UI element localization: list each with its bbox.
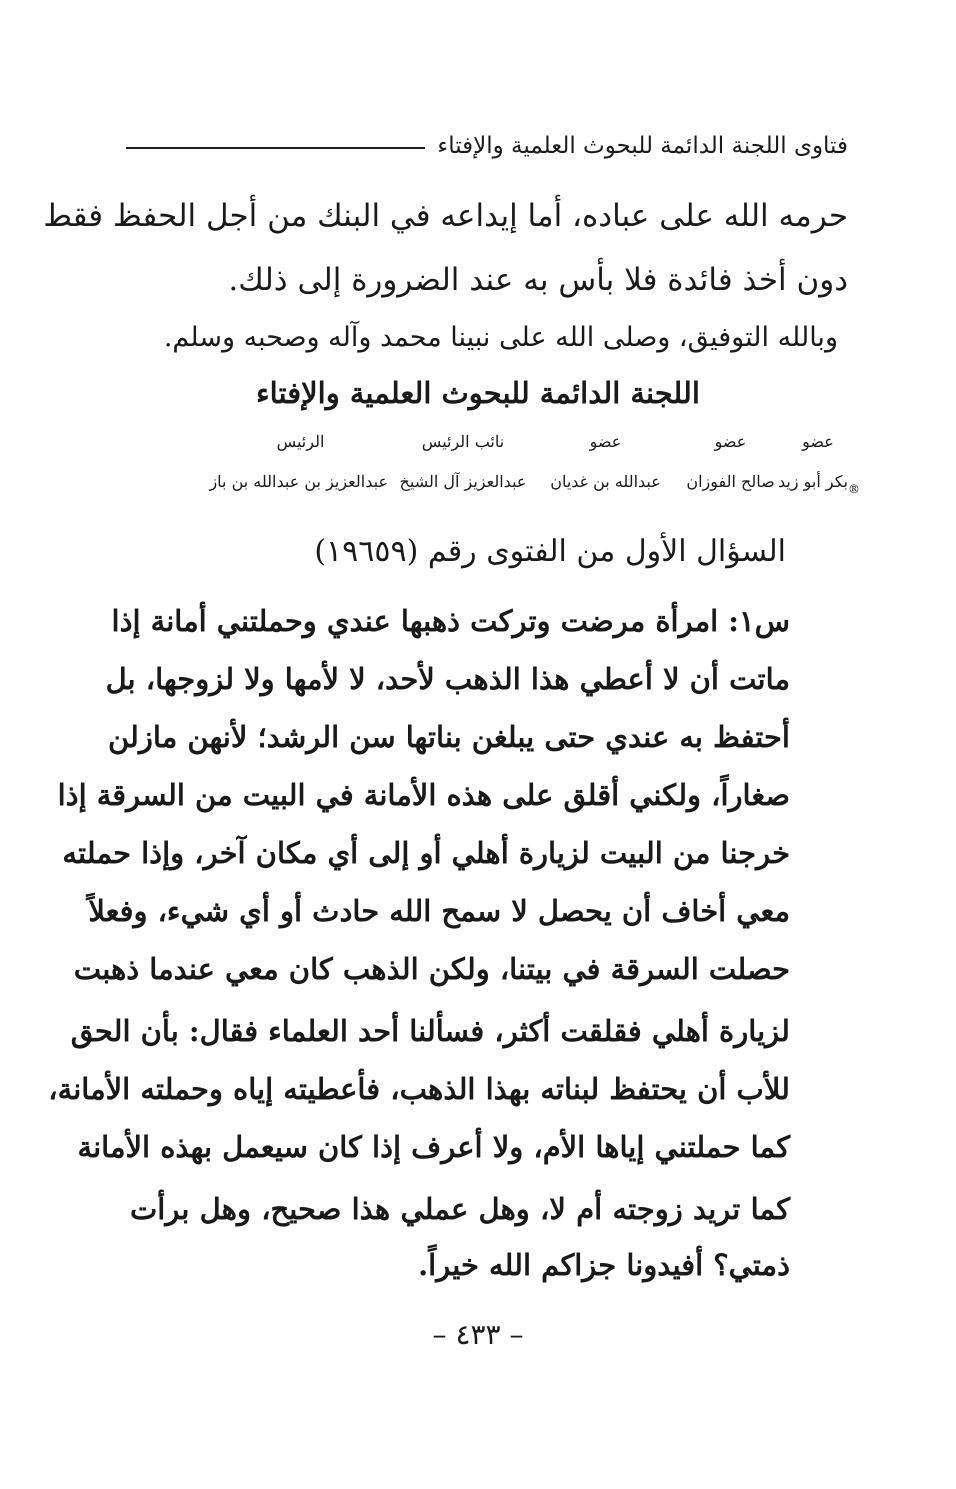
question-line: معي أخاف أن يحصل لا سمح الله حادث أو أي شيء، وفعلاً <box>88 894 790 928</box>
question-line: لزيارة أهلي فقلقت أكثر، فسألنا أحد العلماء فقال: بأن الحق <box>70 1014 790 1048</box>
signatory-name: صالح الفوزان <box>686 472 775 491</box>
question-line: صغاراً، ولكني أقلق على هذه الأمانة في البيت من السرقة إذا <box>57 778 790 812</box>
header-rule <box>126 147 425 149</box>
signatory-title: عضو <box>802 432 834 451</box>
signatory-title: الرئيس <box>276 432 325 451</box>
question-line: كما تريد زوجته أم لا، وهل عملي هذا صحيح، وهل برأت <box>130 1192 790 1226</box>
signatory-name: عبدالعزيز آل الشيخ <box>399 472 527 491</box>
signatory-title: عضو <box>589 432 622 451</box>
signatory-name: بكر أبو زيد <box>777 472 848 491</box>
signatory-titles <box>120 432 848 451</box>
committee-name: اللجنة الدائمة للبحوث العلمية والإفتاء <box>256 376 700 410</box>
signatory-name: عبدالعزيز بن عبدالله بن باز <box>209 472 388 491</box>
question-line: أحتفظ به عندي حتى يبلغن بناتها سن الرشد؛ لأنهن مازلن <box>107 720 790 754</box>
signatory-names <box>120 472 848 491</box>
question-line: حصلت السرقة في بيتنا، ولكن الذهب كان معي عندما ذهبت <box>73 952 790 986</box>
intro-line-1: حرمه الله على عباده، أما إيداعه في البنك من أجل الحفظ فقط <box>43 198 848 234</box>
question-line: خرجنا من البيت لزيارة أهلي أو إلى أي مكان آخر، وإذا حملته <box>62 836 790 870</box>
signatory-name: عبدالله بن غديان <box>550 472 661 491</box>
question-line: س١: امرأة مرضت وتركت ذهبها عندي وحملتني أمانة إذا <box>111 604 790 638</box>
closing-formula: وبالله التوفيق، وصلى الله على نبينا محمد وآله وصحبه وسلم. <box>163 322 838 353</box>
footnote-mark: ® <box>848 482 860 496</box>
question-line: للأب أن يحتفظ لبناته بهذا الذهب، فأعطيته إياه وحملته الأمانة، <box>48 1072 790 1106</box>
page-number: – ٤٣٣ – <box>432 1318 524 1351</box>
question-line: كما حملتني إياها الأم، ولا أعرف إذا كان سيعمل بهذه الأمانة <box>77 1130 790 1164</box>
intro-line-2: دون أخذ فائدة فلا بأس به عند الضرورة إلى ذلك. <box>228 262 848 298</box>
signatory-title: عضو <box>714 432 747 451</box>
running-header <box>126 128 848 164</box>
signatory-title: نائب الرئيس <box>421 432 505 451</box>
header-title: فتاوى اللجنة الدائمة للبحوث العلمية والإفتاء <box>437 133 848 159</box>
question-heading: السؤال الأول من الفتوى رقم (١٩٦٥٩) <box>314 534 786 569</box>
question-line: ماتت أن لا أعطي هذا الذهب لأحد، لا لأمها ولا لزوجها، بل <box>105 662 790 696</box>
question-line: ذمتي؟ أفيدونا جزاكم الله خيراً. <box>418 1248 790 1282</box>
